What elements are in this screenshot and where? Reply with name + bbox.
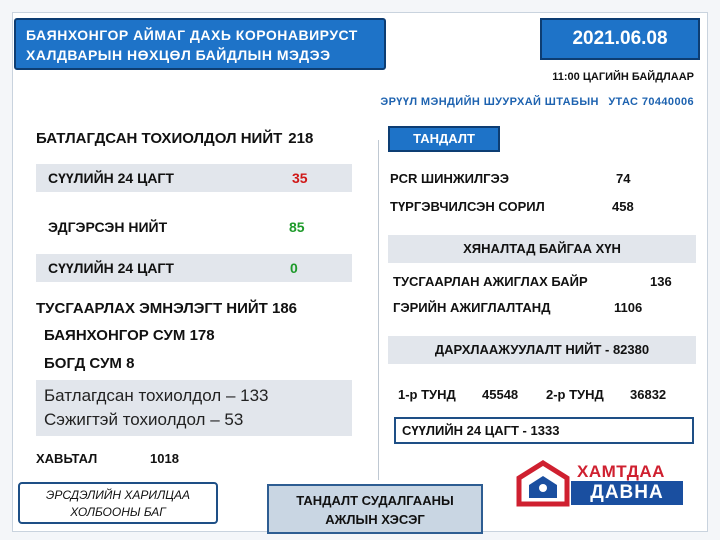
confirmed-cases-line: Батлагдсан тохиолдол – 133 [44,386,269,405]
confirmed-total-label: БАТЛАГДСАН ТОХИОЛДОЛ НИЙТ [36,130,283,147]
comm-line1: ЭРСДЭЛИЙН ХАРИЛЦАА [46,488,190,502]
monitoring-title: ХЯНАЛТАД БАЙГАА ХҮН [388,235,696,263]
hq-phone: УТАС 70440006 [608,96,694,108]
bayankhongor-label: БАЯНХОНГОР СУМ [44,327,186,344]
house-logo-icon [515,460,571,508]
report-date: 2021.06.08 [540,18,700,60]
rapid-test-label: ТҮРГЭВЧИЛСЭН СОРИЛ [390,199,545,214]
hq-name: ЭРҮҮЛ МЭНДИЙН ШУУРХАЙ ШТАБЫН [380,96,599,108]
home-monitoring-value: 1106 [614,300,643,315]
confirmed-total [36,130,313,147]
hamtdaa-davna-logo [515,460,685,508]
isolation-site-label: ТУСГААРЛАН АЖИГЛАХ БАЙР [393,274,588,289]
header-banner [14,18,386,70]
last24-cases-label: СҮҮЛИЙН 24 ЦАГТ [48,170,174,186]
recovered-value: 85 [289,219,305,235]
hospital-value: 1018 [150,451,179,466]
header-title-line2: ХАЛДВАРЫН НӨХЦӨЛ БАЙДЛЫН МЭДЭЭ [26,47,331,63]
dose2-value: 36832 [630,387,667,402]
survey-line2: АЖЛЫН ХЭСЭГ [325,512,425,527]
survey-line1: ТАНДАЛТ СУДАЛГААНЫ [296,493,454,508]
last24-recovered-row [36,254,352,282]
risk-communication-badge [18,482,218,524]
bayankhongor-row [44,327,215,344]
subcases-box [36,380,352,436]
logo-text-bottom: ДАВНА [571,481,683,505]
column-divider [378,140,379,480]
dose2-label: 2-р ТУНД [546,387,604,402]
pcr-value: 74 [616,171,631,186]
home-monitoring-label: ГЭРИЙН АЖИГЛАЛТАНД [393,300,551,315]
hq-info [374,96,694,108]
logo-text-top: ХАМТДАА [577,462,665,481]
isolation-site-value: 136 [650,274,672,289]
last24-cases-value: 35 [292,170,308,186]
recovered-label: ЭДГЭРСЭН НИЙТ [48,219,168,235]
last24-vaccination-row [394,417,694,444]
last24-vaccination-value: 1333 [530,423,560,438]
isolation-total-value: 186 [272,300,298,317]
survey-team-box [267,484,483,534]
hospital-label: ХАВЬТАЛ [36,451,98,466]
last24-recovered-label: СҮҮЛИЙН 24 ЦАГТ [48,260,174,276]
header-title-line1: БАЯНХОНГОР АЙМАГ ДАХЬ КОРОНАВИРУСТ [26,27,358,43]
last24-recovered-value: 0 [290,260,298,276]
rapid-test-value: 458 [612,199,634,214]
bayankhongor-value: 178 [189,327,215,344]
suspected-cases-line: Сэжигтэй тохиолдол – 53 [44,410,244,429]
bogd-label: БОГД СУМ [44,355,122,372]
isolation-total-label: ТУСГААРЛАХ ЭМНЭЛЭГТ НИЙТ [36,300,268,317]
vaccination-total-bar [388,336,696,364]
isolation-total [36,300,297,317]
last24-vaccination-label: СҮҮЛИЙН 24 ЦАГТ - [402,423,527,438]
time-label: 11:00 ЦАГИЙН БАЙДЛААР [552,71,694,83]
confirmed-total-value: 218 [288,130,314,147]
dose1-label: 1-р ТУНД [398,387,456,402]
tandalt-tab: ТАНДАЛТ [388,126,500,152]
pcr-label: PCR ШИНЖИЛГЭЭ [390,171,509,186]
vaccination-total-value: 82380 [612,342,650,357]
dose1-value: 45548 [482,387,519,402]
bogd-value: 8 [126,355,135,372]
comm-line2: ХОЛБООНЫ БАГ [70,505,166,519]
vaccination-total-label: ДАРХЛААЖУУЛАЛТ НИЙТ - [434,342,610,357]
bogd-row [44,355,134,372]
